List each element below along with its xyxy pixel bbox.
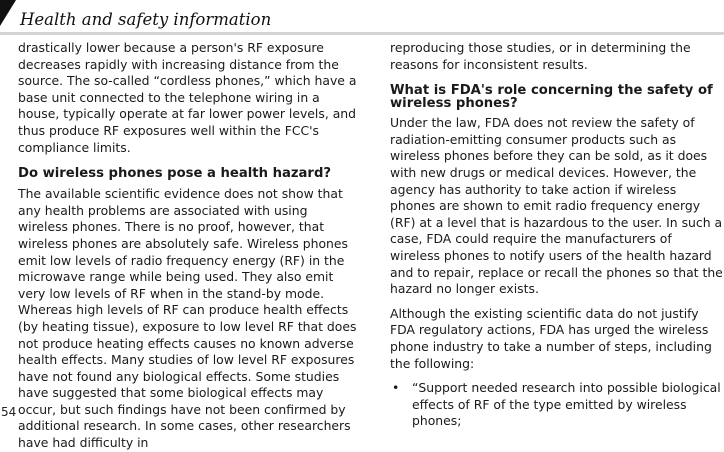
page-header bbox=[0, 0, 724, 44]
fda-actions-paragraph: Although the existing scientific data do not justify FDA regulatory actions, FDA has urged the wireless phone industry to take a number of steps, including the following: bbox=[390, 305, 712, 371]
bullet-marker: • bbox=[392, 380, 400, 396]
page-number: 54 bbox=[1, 405, 17, 419]
fda-role-paragraph: Under the law, FDA does not review the safety of radiation-emitting consumer products such as wireless phones before they can be sold, as it does with new drugs or medical devices. However, the agency has authority to take action if wireless phones are shown to emit radio frequency energy (RF) at a level that is hazardous to the user. In such a case, FDA could require the manufacturers of wireless phones to notify users of the health hazard and to repair, replace or recall the phones so that the hazard no longer exists. bbox=[390, 115, 723, 297]
left-intro-paragraph: drastically lower because a person's RF exposure decreases rapidly with increasing distance from the source. The so-called “cordless phones,” which have a base unit connected to the telephone wiring in a house, typically operate at far lower power levels, and thus produce RF exposures well within the FCC's compliance limits. bbox=[18, 40, 357, 155]
header-title: Health and safety information bbox=[20, 10, 272, 29]
health-hazard-paragraph: The available scientific evidence does not show that any health problems are associated with using wireless phones. There is no proof, however, that wireless phones are absolutely safe. Wireless phones emit low levels of radio frequency energy (RF) in the microwave range while being used. They also emit very low levels of RF when in the stand-by mode. Whereas high levels of RF can produce health effects (by heating tissue), exposure to low level RF that does not produce heating effects causes no known adverse health effects. Many studies of low level RF exposures have not found any biological effects. Some studies have suggested that some biological effects may occur, but such findings have not been confirmed by additional research. In some cases, other researchers have had difficulty in bbox=[18, 186, 357, 451]
right-intro-paragraph: reproducing those studies, or in determining the reasons for inconsistent results. bbox=[390, 40, 691, 72]
bullet-item bbox=[390, 380, 724, 430]
header-corner-mark bbox=[0, 0, 16, 26]
bullet-text: “Support needed research into possible biological effects of RF of the type emitted by wireless phones; bbox=[412, 380, 721, 429]
header-rule bbox=[0, 32, 724, 35]
left-column bbox=[18, 40, 358, 452]
fda-role-heading: What is FDA's role concerning the safety of wireless phones? bbox=[390, 83, 713, 112]
right-column bbox=[390, 40, 724, 430]
health-hazard-heading: Do wireless phones pose a health hazard? bbox=[18, 166, 332, 182]
